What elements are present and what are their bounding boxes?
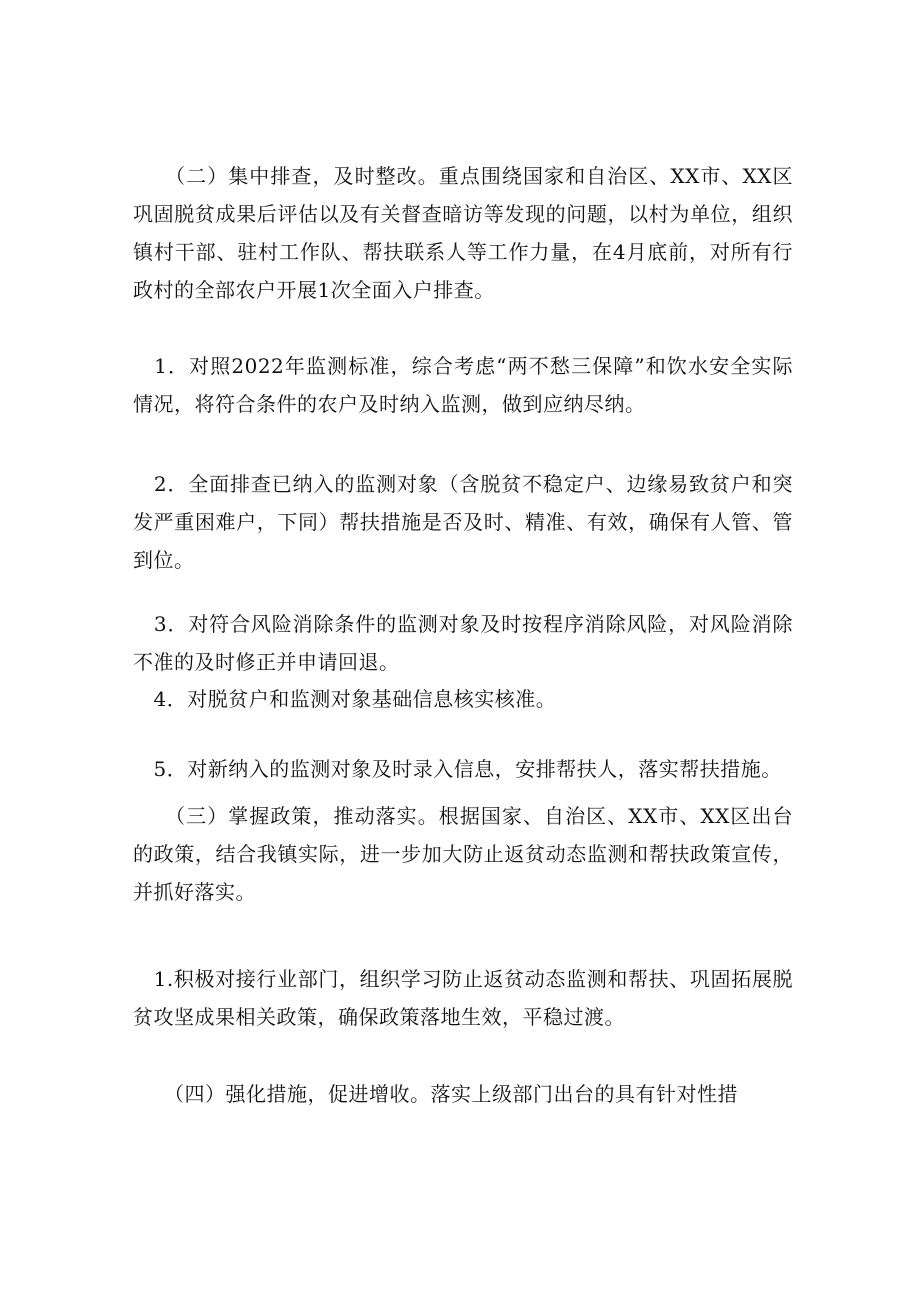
- paragraph-item-1: 1．对照2022年监测标准，综合考虑“两不愁三保障”和饮水安全实际情况，将符合条件的农户及时纳入监测，做到应纳尽纳。: [133, 354, 793, 416]
- paragraph-item-3: 3．对符合风险消除条件的监测对象及时按程序消除风险，对风险消除不准的及时修正并申请回退。: [133, 612, 793, 674]
- paragraph-item-5: 5．对新纳入的监测对象及时录入信息，安排帮扶人，落实帮扶措施。: [133, 757, 782, 781]
- paragraph-item-3-1: 1.积极对接行业部门，组织学习防止返贫动态监测和帮扶、巩固拓展脱贫攻坚成果相关政策，确保政策落地生效，平稳过渡。: [133, 967, 793, 1029]
- paragraph-item-4: 4．对脱贫户和监测对象基础信息核实核准。: [133, 687, 557, 711]
- paragraph-section-3: （三）掌握政策，推动落实。根据国家、自治区、XX市、XX区出台的政策，结合我镇实际，进一步加大防止返贫动态监测和帮扶政策宣传，并抓好落实。: [133, 804, 793, 904]
- paragraph-section-4: （四）强化措施，促进增收。落实上级部门出台的具有针对性措: [133, 1082, 738, 1106]
- paragraph-item-2: 2．全面排查已纳入的监测对象（含脱贫不稳定户、边缘易致贫户和突发严重困难户，下同）帮扶措施是否及时、精准、有效，确保有人管、管到位。: [133, 472, 793, 572]
- paragraph-section-2: （二）集中排查，及时整改。重点围绕国家和自治区、XX市、XX区巩固脱贫成果后评估以及有关督查暗访等发现的问题，以村为单位，组织镇村干部、驻村工作队、帮扶联系人等工作力量，在4月底前，对所有行政村的全部农户开展1次全面入户排查。: [133, 164, 793, 302]
